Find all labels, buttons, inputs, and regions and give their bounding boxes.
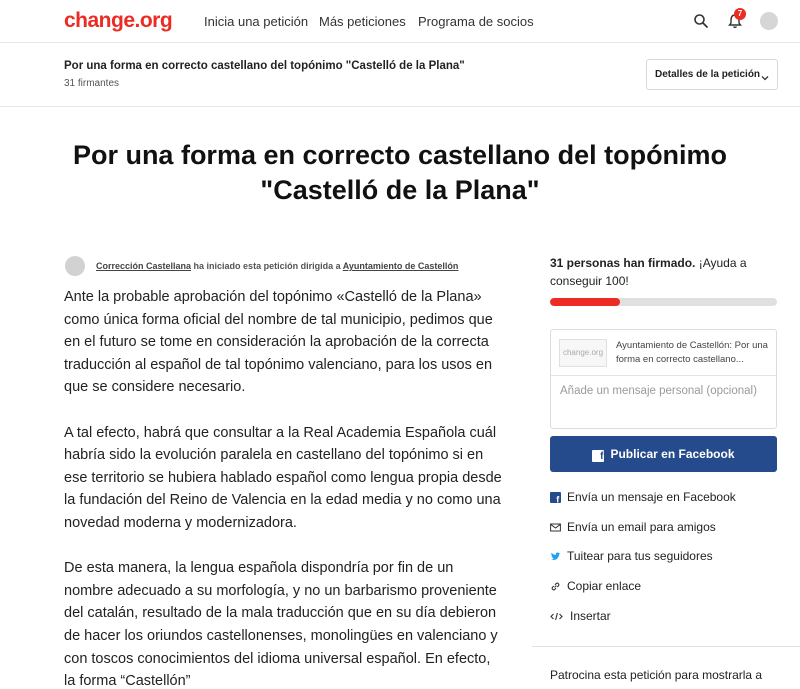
nav-link-partner-program[interactable]: Programa de socios bbox=[418, 14, 534, 29]
publish-facebook-button[interactable] bbox=[550, 436, 777, 472]
petition-starter-line bbox=[96, 261, 458, 271]
body-paragraph: Ante la probable aprobación del topónimo «Castelló de la Plana» como única forma oficial del nombre de tal municipio, pedimos que en el futuro se tome en consideración la aprobación de la correcta traducción al español de tal topónimo valenciano, para los usos en que se considere necesario. bbox=[64, 289, 493, 396]
share-item-label: Insertar bbox=[570, 609, 611, 623]
publish-facebook-label: Publicar en Facebook bbox=[610, 446, 735, 461]
share-item-label: Copiar enlace bbox=[567, 579, 642, 593]
starter-mid-text: ha iniciado esta petición dirigida a bbox=[191, 261, 343, 271]
avatar[interactable] bbox=[760, 12, 778, 30]
code-icon bbox=[550, 611, 561, 622]
signature-progress-fill bbox=[550, 298, 620, 306]
subheader-title: Por una forma en correcto castellano del topónimo "Castelló de la Plana" bbox=[64, 60, 465, 72]
notification-badge: 7 bbox=[734, 8, 746, 20]
share-item-label: Envía un email para amigos bbox=[567, 520, 716, 534]
starter-name-link[interactable]: Corrección Castellana bbox=[96, 261, 192, 271]
signature-status bbox=[550, 254, 775, 290]
top-navigation bbox=[0, 0, 800, 43]
share-message-box bbox=[550, 329, 777, 429]
link-icon bbox=[550, 581, 561, 592]
petition-details-button[interactable]: Detalles de la petición bbox=[646, 59, 778, 90]
share-item-label: Envía un mensaje en Facebook bbox=[567, 490, 736, 504]
signed-goal: ¡Ayuda a conseguir 100! bbox=[550, 256, 747, 288]
petition-title: Por una forma en correcto castellano del topónimo "Castelló de la Plana" bbox=[72, 140, 728, 205]
facebook-icon bbox=[550, 492, 561, 503]
starter-avatar[interactable] bbox=[65, 256, 85, 276]
signed-count: 31 personas han firmado. bbox=[550, 256, 696, 270]
body-paragraph: A tal efecto, habrá que consultar a la Real Academia Española cuál habría sido la evolución paralela en castellano del topónimo si en ese territorio se hubiera hablado español como lengua propia desde la fundación del Reino de Valencia en la edad media y no como una novedad moderna y modernizadora. bbox=[64, 424, 502, 531]
promote-petition-text: Patrocina esta petición para mostrarla a bbox=[550, 668, 763, 682]
petition-subheader bbox=[0, 43, 800, 107]
twitter-icon bbox=[550, 551, 561, 562]
preview-text: Ayuntamiento de Castellón: Por una forma en correcto castellano... bbox=[616, 340, 768, 365]
facebook-icon: f bbox=[592, 450, 604, 462]
svg-text:f: f bbox=[556, 494, 560, 503]
sidebar-divider bbox=[532, 646, 800, 647]
share-preview bbox=[551, 330, 776, 376]
signature-progress-bar bbox=[550, 298, 777, 306]
body-paragraph: De esta manera, la lengua española dispondría por fin de un nombre adecuado a su morfología, y no un barbarismo proveniente del catalán, resultado de la mala traducción que en su día debieron de hacer los oriundos castellonenses, monolingües en valenciano y con toscos conocimientos del idioma universal español. En efecto, la forma “Castellón” bbox=[64, 560, 498, 689]
change-org-logo[interactable]: change.org bbox=[64, 9, 173, 32]
personal-message-input[interactable] bbox=[551, 377, 776, 428]
share-item-label: Tuitear para tus seguidores bbox=[567, 549, 713, 563]
chevron-down-icon bbox=[760, 70, 770, 80]
nav-link-start-petition[interactable]: Inicia una petición bbox=[204, 14, 309, 29]
petition-body bbox=[64, 286, 504, 689]
envelope-icon bbox=[550, 522, 561, 533]
search-icon[interactable] bbox=[693, 13, 709, 29]
nav-link-more-petitions[interactable]: Más peticiones bbox=[319, 14, 406, 29]
petition-target-link[interactable]: Ayuntamiento de Castellón bbox=[342, 261, 459, 271]
subheader-signer-count: 31 firmantes bbox=[64, 78, 120, 89]
preview-thumbnail: change.org bbox=[559, 339, 607, 367]
